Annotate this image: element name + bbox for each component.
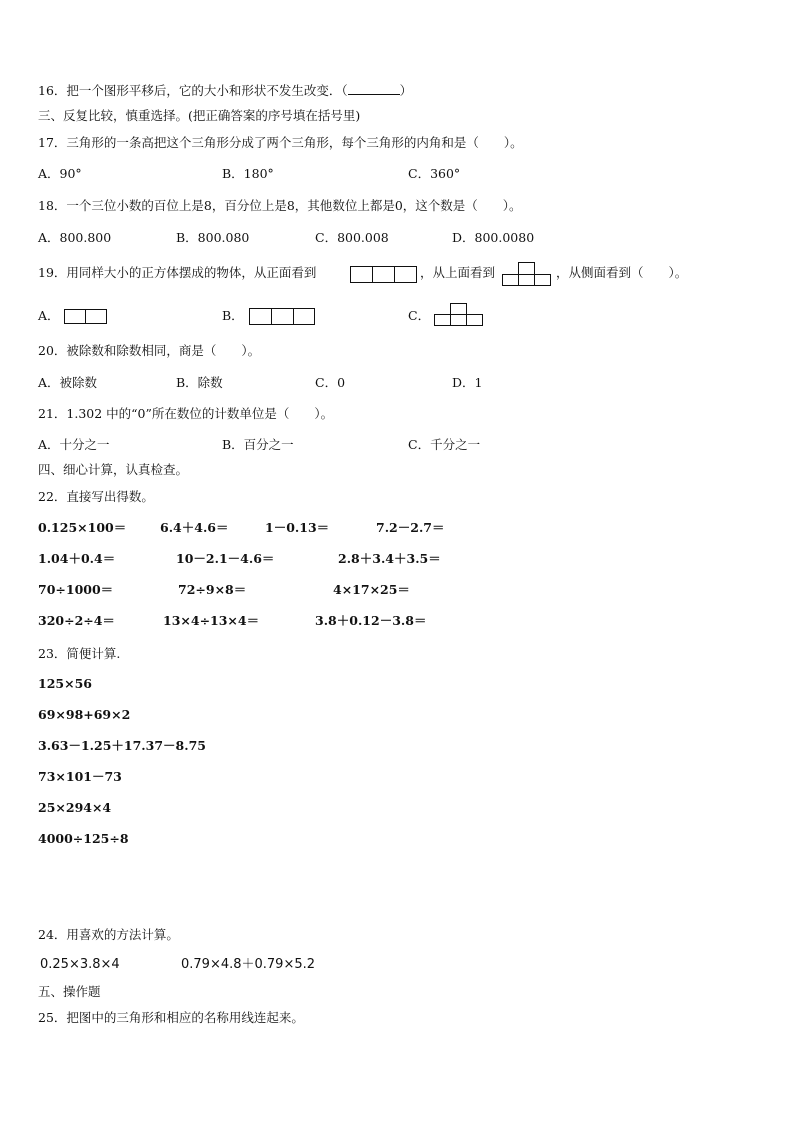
q17-option-b[interactable]: B．180° (222, 166, 274, 181)
q20-option-c[interactable]: C．0 (315, 375, 346, 390)
q21-option-a[interactable]: A．十分之一 (38, 437, 110, 452)
question-19-part1: 19．用同样大小的正方体摆成的物体，从正面看到 (38, 265, 317, 280)
question-16 (38, 83, 412, 99)
question-16-close: ） (399, 83, 413, 98)
q20-option-a[interactable]: A．被除数 (38, 375, 98, 390)
question-19-part3: ，从侧面看到（ ）。 (556, 265, 688, 280)
calc-item: 1－0.13＝ (265, 520, 330, 535)
calc-item: 13×4÷13×4＝ (163, 613, 260, 628)
question-19-part2: ，从上面看到 (420, 265, 496, 280)
q20-option-d[interactable]: D．1 (452, 375, 483, 390)
calc-item: 1.04＋0.4＝ (38, 551, 116, 566)
q19-option-a-label: A． (38, 308, 60, 323)
calc-item: 0.125×100＝ (38, 520, 127, 535)
calc-item: 125×56 (38, 676, 92, 691)
question-23-stem: 23．简便计算. (38, 646, 121, 661)
question-17-stem: 17．三角形的一条高把这个三角形分成了两个三角形，每个三角形的内角和是（ ）。 (38, 135, 523, 150)
section-4-heading: 四、细心计算，认真检查。 (38, 462, 189, 477)
calc-item: 0.79×4.8＋0.79×5.2 (181, 957, 316, 972)
calc-item: 4×17×25＝ (333, 582, 410, 597)
q18-option-a[interactable]: A．800.800 (38, 230, 112, 245)
question-24-stem: 24．用喜欢的方法计算。 (38, 927, 179, 942)
q17-option-a[interactable]: A．90° (38, 166, 82, 181)
calc-item: 2.8＋3.4＋3.5＝ (338, 551, 441, 566)
calc-item: 25×294×4 (38, 800, 112, 815)
question-25-stem: 25．把图中的三角形和相应的名称用线连起来。 (38, 1010, 304, 1025)
calc-item: 320÷2÷4＝ (38, 613, 115, 628)
section-5-heading: 五、操作题 (38, 984, 101, 999)
q19-option-a[interactable] (38, 308, 60, 324)
calc-item: 69×98+69×2 (38, 707, 131, 722)
question-18-stem: 18．一个三位小数的百位上是8，百分位上是8，其他数位上都是0，这个数是（ ）。 (38, 198, 522, 213)
question-22-stem: 22．直接写出得数。 (38, 489, 154, 504)
q17-option-c[interactable]: C．360° (408, 166, 461, 181)
q19-option-b-label: B． (222, 308, 244, 323)
calc-item: 70÷1000＝ (38, 582, 114, 597)
calc-item: 10－2.1－4.6＝ (176, 551, 275, 566)
calc-item: 3.8＋0.12－3.8＝ (315, 613, 427, 628)
q21-option-b[interactable]: B．百分之一 (222, 437, 294, 452)
q18-option-c[interactable]: C．800.008 (315, 230, 389, 245)
question-20-stem: 20．被除数和除数相同，商是（ ）。 (38, 343, 261, 358)
calc-item: 7.2－2.7＝ (376, 520, 445, 535)
q19-option-b[interactable] (222, 308, 244, 324)
q18-option-b[interactable]: B．800.080 (176, 230, 250, 245)
q20-option-b[interactable]: B．除数 (176, 375, 223, 390)
calc-item: 0.25×3.8×4 (40, 957, 120, 972)
section-3-heading: 三、反复比较，慎重选择。(把正确答案的序号填在括号里) (38, 108, 361, 123)
calc-item: 73×101－73 (38, 769, 122, 784)
calc-item: 3.63－1.25＋17.37－8.75 (38, 738, 206, 753)
calc-item: 6.4＋4.6＝ (160, 520, 229, 535)
question-16-text: 16．把一个图形平移后，它的大小和形状不发生改变．（ (38, 83, 348, 98)
calc-item: 72÷9×8＝ (178, 582, 247, 597)
calc-item: 4000÷125÷8 (38, 831, 129, 846)
q21-option-c[interactable]: C．千分之一 (408, 437, 481, 452)
q19-option-c[interactable] (408, 308, 430, 324)
question-21-stem: 21．1.302 中的“0”所在数位的计数单位是（ ）。 (38, 406, 334, 421)
q18-option-d[interactable]: D．800.0080 (452, 230, 535, 245)
q19-option-c-label: C． (408, 308, 431, 323)
answer-blank[interactable] (348, 83, 400, 95)
